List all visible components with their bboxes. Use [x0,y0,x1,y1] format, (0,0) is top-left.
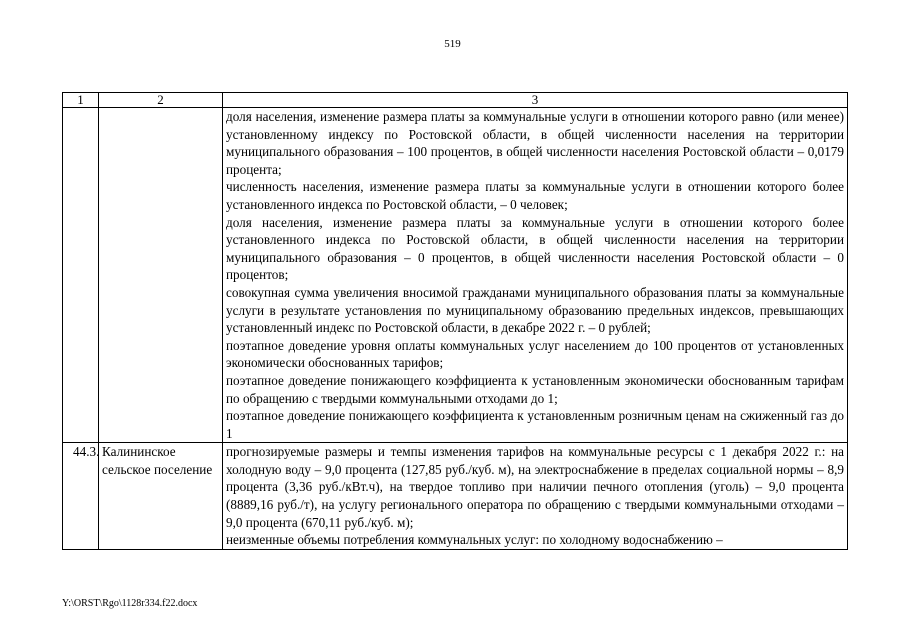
header-cell-1: 1 [63,93,99,108]
page-number: 519 [444,38,461,50]
file-path-footer: Y:\ORST\Rgo\1128r334.f22.docx [62,598,198,609]
row-content-cell [223,108,848,443]
paragraph: поэтапное доведение понижающего коэффициента к установленным экономически обоснованным тарифам по обращению с твердыми коммунальными отходами до 1; [226,372,844,406]
row-name: Калининское сельское поселение [99,443,223,550]
paragraph: численность населения, изменение размера платы за коммунальные услуги в отношении которого более установленного индекса по Ростовской области, – 0 человек; [226,179,844,212]
paragraph: прогнозируемые размеры и темпы изменения тарифов на коммунальные ресурсы с 1 декабря 2022 г.: на холодную воду – 9,0 процента (127,85 руб./куб. м), на электроснабжение в пределах социальной нормы – 8,9 процента (3,36 руб./кВт.ч), на твердое топливо при наличии печного отопления (уголь) – 9,0 процента (8889,16 руб./т), на услугу регионального оператора по обращению с твердыми коммунальными отходами – 9,0 процента (670,11 руб./куб. м); [226,444,844,530]
table-row-continuation [63,108,848,443]
paragraph: доля населения, изменение размера платы за коммунальные услуги в отношении которого равно (или менее) установленному индексу по Ростовской области, в общей численности населения на территории муниципального образования – 100 процентов, в общей численности населения Ростовской области – 0,0179 процента; [226,109,844,177]
paragraph: поэтапное доведение понижающего коэффициента к установленным розничным ценам на сжиженный газ до 1 [226,408,844,441]
paragraph: доля населения, изменение размера платы за коммунальные услуги в отношении которого более установленного индекса по Ростовской области, в общей численности населения на территории муниципального образования – 0 процентов, в общей численности населения Ростовской области – 0 процентов; [226,214,844,283]
header-cell-3: 3 [223,93,848,108]
tariff-table [62,92,848,550]
table-header-row [63,93,848,108]
row-number: 44.3. [63,443,99,550]
row-content-cell [223,443,848,550]
header-cell-2: 2 [99,93,223,108]
table-row-44-3 [63,443,848,550]
paragraph: совокупная сумма увеличения вносимой гражданами муниципального образования платы за коммунальные услуги в результате установления по муниципальному образованию предельных индексов, превышающих установленный индекс по Ростовской области, в декабре 2022 г. – 0 рублей; [226,284,844,336]
paragraph: неизменные объемы потребления коммунальных услуг: по холодному водоснабжению – [226,532,723,548]
row-number-cell [63,108,99,443]
row-name-cell [99,108,223,443]
paragraph: поэтапное доведение уровня оплаты коммунальных услуг населением до 100 процентов от установленных экономически обоснованных тарифов; [226,337,844,371]
